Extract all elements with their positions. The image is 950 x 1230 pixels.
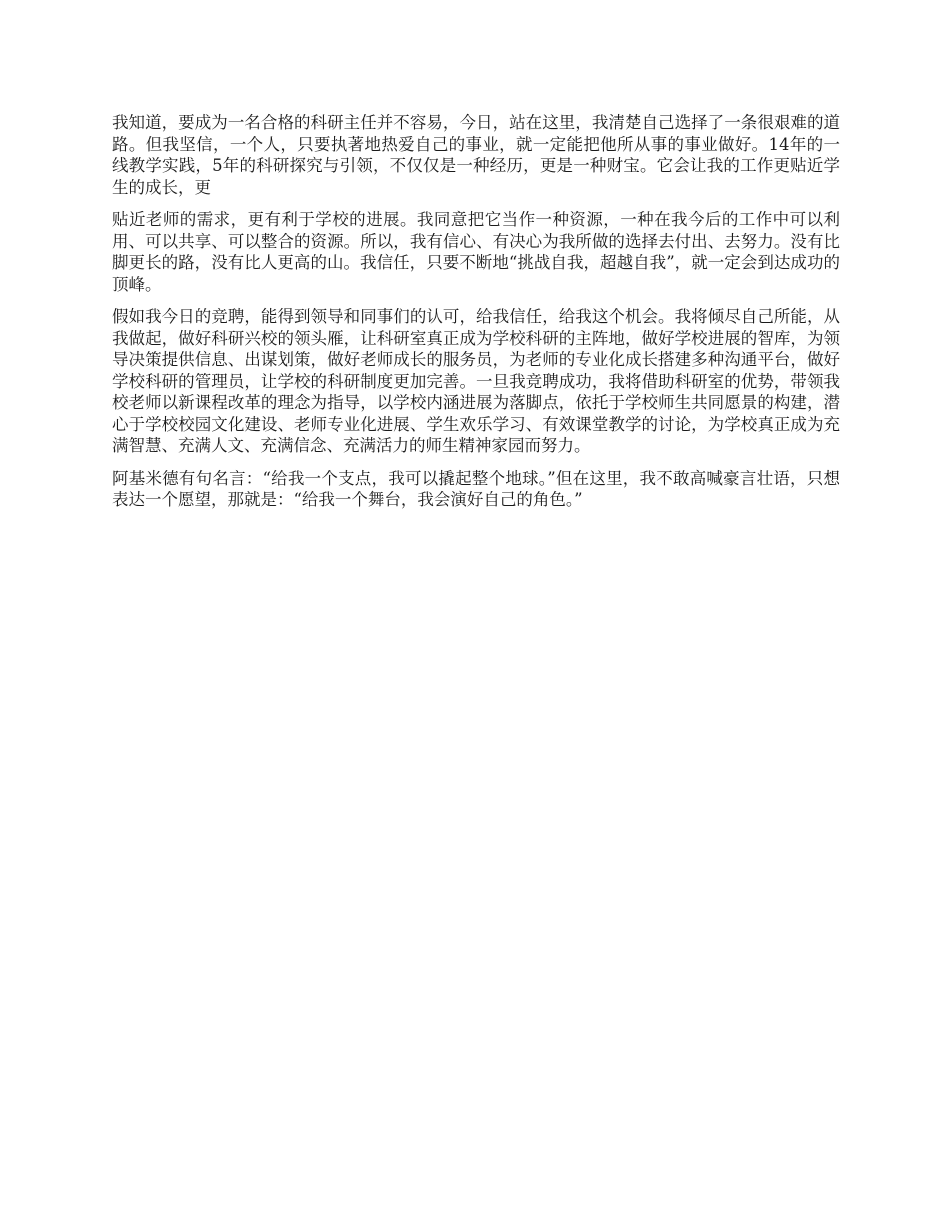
paragraph-1: 我知道，要成为一名合格的科研主任并不容易，今日，站在这里，我清楚自己选择了一条很艰难的道路。但我坚信，一个人，只要执著地热爱自己的事业，就一定能把他所从事的事业做好。14年的一线教学实践，5年的科研探究与引领，不仅仅是一种经历，更是一种财宝。它会让我的工作更贴近学生的成长，更 [112, 113, 840, 197]
paragraph-3: 假如我今日的竞聘，能得到领导和同事们的认可，给我信任，给我这个机会。我将倾尽自己所能，从我做起，做好科研兴校的领头雁，让科研室真正成为学校科研的主阵地，做好学校进展的智库，为领导决策提供信息、出谋划策，做好老师成长的服务员，为老师的专业化成长搭建多种沟通平台，做好学校科研的管理员，让学校的科研制度更加完善。一旦我竞聘成功，我将借助科研室的优势，带领我校老师以新课程改革的理念为指导，以学校内涵进展为落脚点，依托于学校师生共同愿景的构建，潜心于学校校园文化建设、老师专业化进展、学生欢乐学习、有效课堂教学的讨论，为学校真正成为充满智慧、充满人文、充满信念、充满活力的师生精神家园而努力。 [112, 307, 840, 455]
paragraph-2: 贴近老师的需求，更有利于学校的进展。我同意把它当作一种资源，一种在我今后的工作中可以利用、可以共享、可以整合的资源。所以，我有信心、有决心为我所做的选择去付出、去努力。没有比脚更长的路，没有比人更高的山。我信任，只要不断地“挑战自我，超越自我”，就一定会到达成功的顶峰。 [112, 210, 840, 294]
document-body [112, 112, 840, 522]
paragraph-4: 阿基米德有句名言：“给我一个支点，我可以撬起整个地球。”但在这里，我不敢高喊豪言壮语，只想表达一个愿望，那就是：“给我一个舞台，我会演好自己的角色。” [112, 468, 840, 509]
